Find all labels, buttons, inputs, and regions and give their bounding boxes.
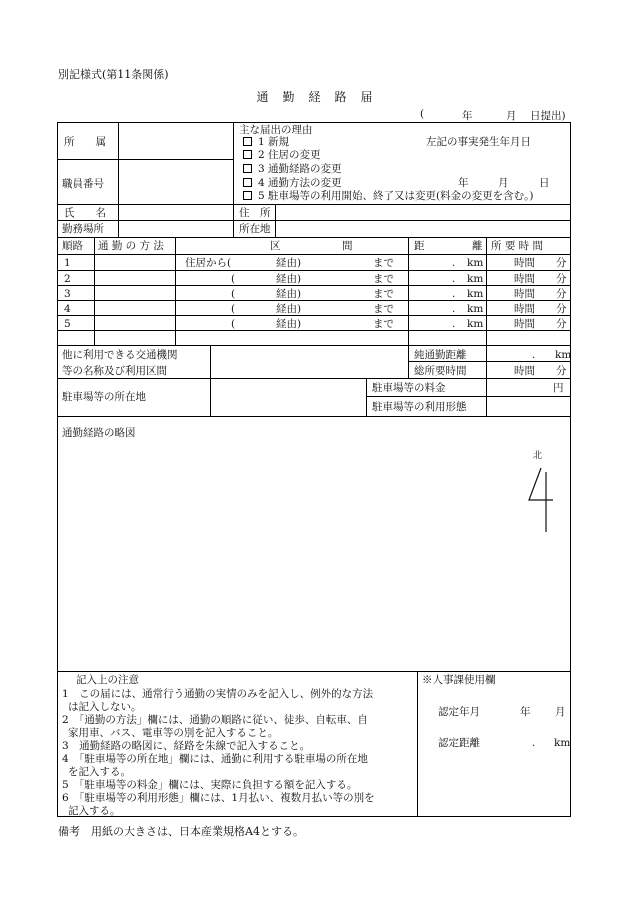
location-label: 所在地 <box>239 223 271 235</box>
note-line: 記入する。 <box>68 805 121 817</box>
occurrence-day: 日 <box>539 177 550 189</box>
form-reference: 別記様式(第11条関係) <box>58 68 169 81</box>
footer-remark: 備考 用紙の大きさは、日本産業規格A4とする。 <box>58 825 304 838</box>
col-distance-b: 離 <box>472 240 483 252</box>
reason-item-4[interactable]: 4 通勤方法の変更 <box>243 177 342 189</box>
total-time-hours: 時間 <box>514 365 535 377</box>
reason-item-2[interactable]: 2 住居の変更 <box>243 149 321 161</box>
note-line: 3 通勤経路の略図に、経路を朱線で記入すること。 <box>62 740 311 752</box>
address-label: 住 所 <box>239 207 271 219</box>
net-distance-label: 純通勤距離 <box>414 349 467 361</box>
submit-month: 月 <box>506 110 517 122</box>
note-line: 6 「駐車場等の利用形態」欄には、1月払い、複数月払い等の別を <box>62 792 375 804</box>
hr-use-heading: ※人事課使用欄 <box>422 674 496 686</box>
other-transit-label-2: 等の名称及び利用区間 <box>62 365 167 377</box>
col-method: 通 勤 の 方 法 <box>98 240 164 252</box>
cert-distance-dot: . <box>532 737 536 749</box>
occurrence-date-label: 左記の事実発生年月日 <box>426 136 531 148</box>
note-line: は記入しない。 <box>68 701 142 713</box>
workplace-label: 勤務場所 <box>62 223 104 235</box>
cert-month: 月 <box>555 706 566 718</box>
cert-distance-label: 認定距離 <box>438 737 480 749</box>
other-transit-label-1: 他に利用できる交通機関 <box>62 349 178 361</box>
cert-year: 年 <box>520 706 531 718</box>
reason-item-5[interactable]: 5 駐車場等の利用開始、終了又は変更(料金の変更を含む。) <box>243 190 533 202</box>
checkbox[interactable] <box>243 178 252 187</box>
note-line: 5 「駐車場等の料金」欄には、実際に負担する額を記入する。 <box>62 779 358 791</box>
submit-day: 日提出) <box>530 110 566 122</box>
reason-item-1[interactable]: 1 新規 <box>243 136 289 148</box>
occurrence-year: 年 <box>458 177 469 189</box>
checkbox[interactable] <box>243 150 252 159</box>
reasons-heading: 主な届出の理由 <box>239 124 313 136</box>
net-distance-km: km <box>555 349 572 361</box>
cert-date-label: 認定年月 <box>438 706 480 718</box>
notes-heading: 記入上の注意 <box>76 674 139 686</box>
checkbox[interactable] <box>243 164 252 173</box>
col-order: 順路 <box>62 240 83 252</box>
note-line: を記入する。 <box>68 766 131 778</box>
note-line: 2 「通勤の方法」欄には、通勤の順路に従い、徒歩、自転車、自 <box>62 714 368 726</box>
page-title: 通 勤 経 路 届 <box>256 90 374 104</box>
parking-fee-yen: 円 <box>553 382 564 394</box>
north-arrow-icon <box>527 466 557 536</box>
affiliation-label: 所 属 <box>64 136 106 148</box>
total-time-minutes: 分 <box>556 365 567 377</box>
checkbox[interactable] <box>243 191 252 200</box>
note-line: 1 この届には、通常行う通勤の実情のみを記入し、例外的な方法 <box>62 688 374 700</box>
col-section-a: 区 <box>270 240 281 252</box>
north-label: 北 <box>533 451 543 461</box>
parking-usage-label: 駐車場等の利用形態 <box>372 401 467 413</box>
submit-date-open: ( <box>420 108 425 120</box>
net-distance-dot: . <box>532 349 536 361</box>
col-distance-a: 距 <box>414 240 425 252</box>
staff-number-label: 職員番号 <box>62 178 104 190</box>
total-time-label: 総所要時間 <box>414 365 467 377</box>
route-map-label: 通勤経路の略図 <box>62 427 136 439</box>
parking-fee-label: 駐車場等の料金 <box>372 382 446 394</box>
col-time: 所 要 時 間 <box>491 240 544 252</box>
note-line: 家用車、バス、電車等の別を記入すること。 <box>68 727 279 739</box>
reason-item-3[interactable]: 3 通勤経路の変更 <box>243 163 342 175</box>
note-line: 4 「駐車場等の所在地」欄には、通勤に利用する駐車場の所在地 <box>62 753 368 765</box>
checkbox[interactable] <box>243 137 252 146</box>
form-frame: 所 属 職員番号 氏 名 勤務場所 住 所 所在地 主な届出の理由 1 新規 2 住居の変更 3 通勤経路の変更 4 通勤方法の変更 5 駐車場等の利用開始、終了又は変更(料金の変更を含む。) 左記の事実発生年月日 年 月 日 順路 通 勤 の 方 法 区 間 距 離 所 要 時 間 1 住居から( 経由) まで . km 時間 分 2 ( 経由) まで . km 時間 分 3 ( 経由) まで . km 時間 分 4 ( 経由) まで . km 時間 分 5 ( 経由) まで . km 時間 分 他に利用できる交通機関 等の名称及び利用区間 純通勤距離 . km 総所要時間 時間 分 駐車場等の所在地 駐車場等の料金 円 駐車場等の利用形態 通勤経路の略図 記入上の注意 1 この届には、通常行う通勤の実情のみを記入し、例外的な方法 は記入しない。 2 「通勤の方法」欄には、通勤の順路に従い、徒歩、自転車、自 家用車、バス、電車等の別を記入すること。 3 通勤経路の略図に、経路を朱線で記入すること。 4 「駐車場等の所在地」欄には、通勤に利用する駐車場の所在地 を記入する。 5 「駐車場等の料金」欄には、実際に負担する額を記入する。 6 「駐車場等の利用形態」欄には、1月払い、複数月払い等の別を 記入する。 ※人事課使用欄 認定年月 年 月 認定距離 . km <box>57 122 571 817</box>
submit-year: 年 <box>462 110 473 122</box>
parking-location-label: 駐車場等の所在地 <box>62 391 146 403</box>
occurrence-month: 月 <box>498 177 509 189</box>
col-section-b: 間 <box>342 240 353 252</box>
name-label: 氏 名 <box>64 207 106 219</box>
cert-distance-km: km <box>554 737 571 749</box>
